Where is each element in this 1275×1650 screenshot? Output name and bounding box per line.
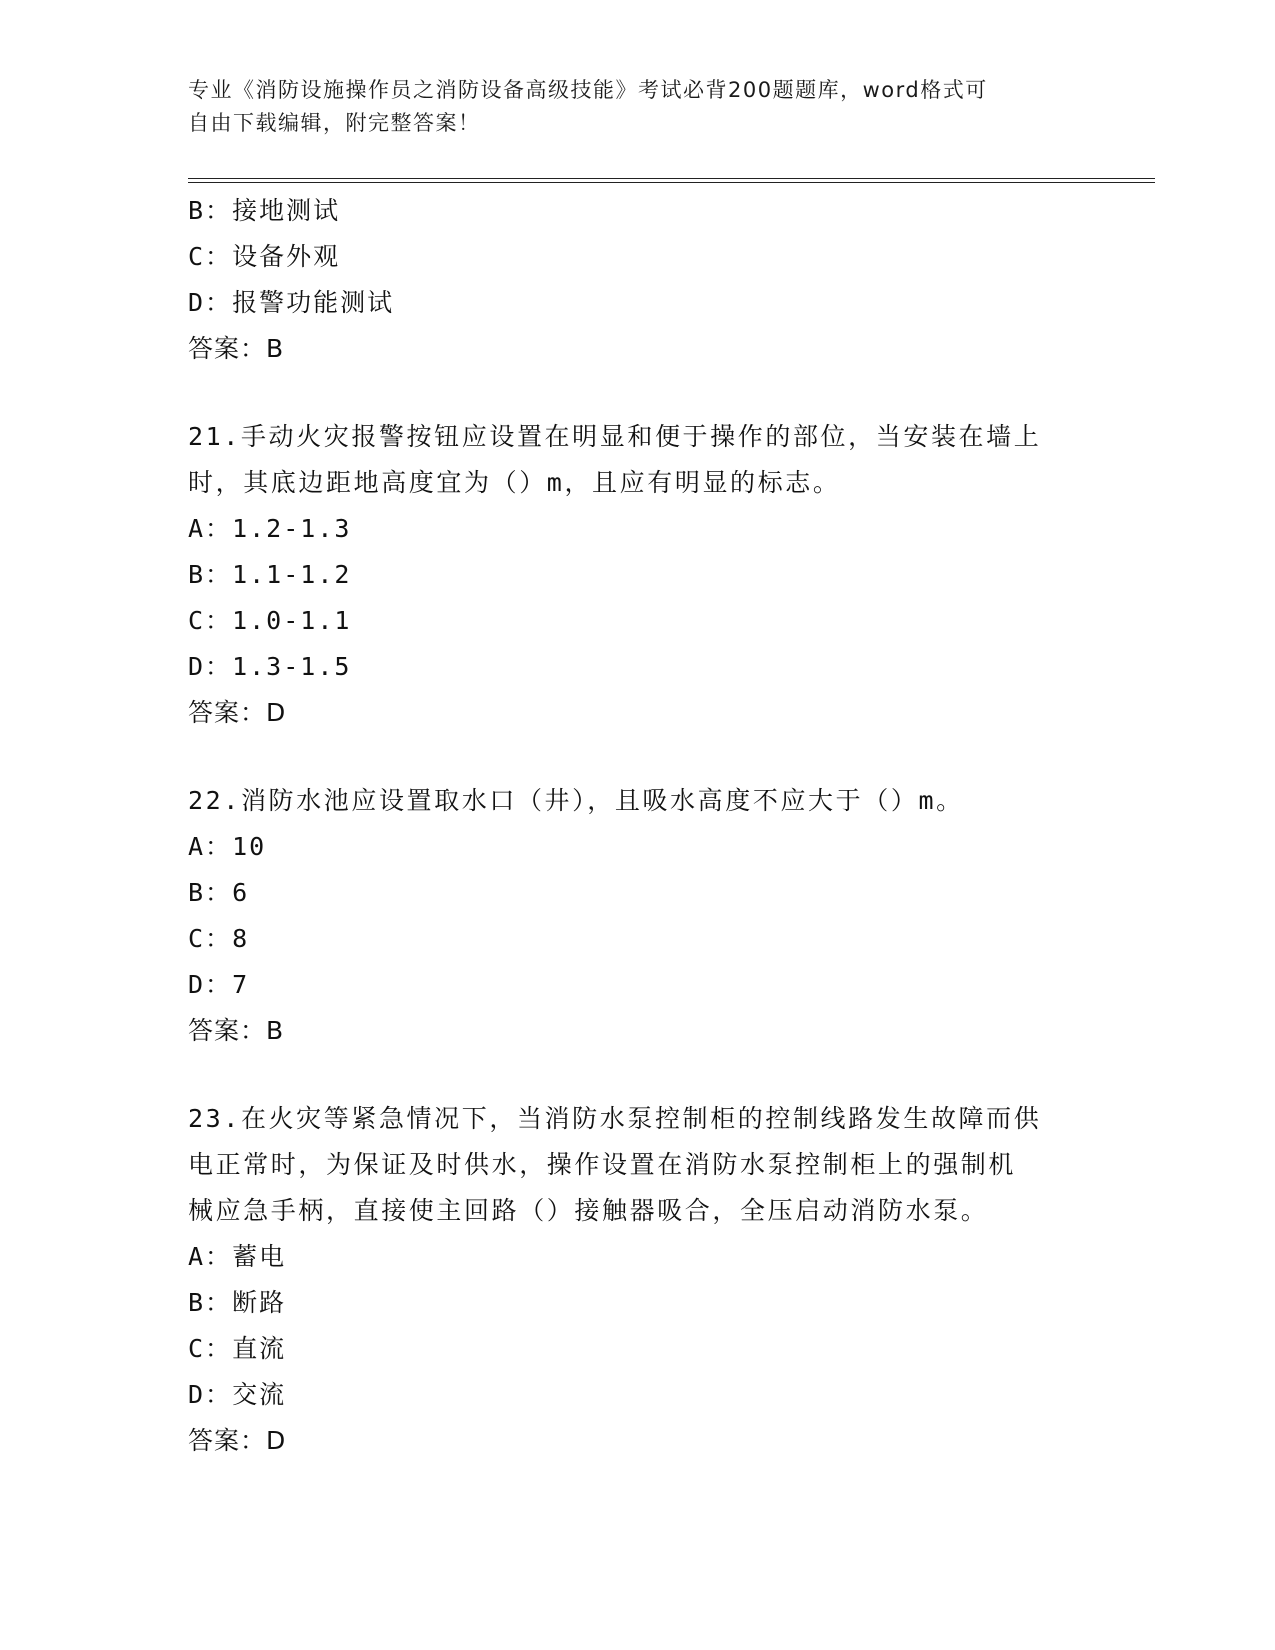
question-stem-line: 21.手动火灾报警按钮应设置在明显和便于操作的部位，当安装在墙上 — [188, 422, 1042, 451]
option-b: B：6 — [188, 878, 250, 907]
option-c: C：设备外观 — [188, 242, 341, 271]
option-a: A：10 — [188, 832, 267, 861]
question-stem-line: 23.在火灾等紧急情况下，当消防水泵控制柜的控制线路发生故障而供 — [188, 1104, 1042, 1133]
option-d: D：交流 — [188, 1380, 287, 1409]
answer-line: 答案：D — [188, 698, 287, 727]
question-stem — [188, 1096, 1088, 1234]
question-list — [188, 188, 1088, 1464]
previous-question-tail — [188, 188, 1088, 372]
option-b: B：断路 — [188, 1288, 287, 1317]
question-stem — [188, 778, 1088, 824]
option-d: D：报警功能测试 — [188, 288, 395, 317]
question-22 — [188, 778, 1088, 1054]
answer-line: 答案：B — [188, 334, 285, 363]
option-a: A：1.2-1.3 — [188, 514, 352, 543]
question-stem — [188, 414, 1088, 506]
document-header — [188, 74, 1088, 140]
question-stem-line: 时，其底边距地高度宜为（）m，且应有明显的标志。 — [188, 468, 841, 497]
option-b: B：接地测试 — [188, 196, 341, 225]
option-d: D：7 — [188, 970, 250, 999]
option-d: D：1.3-1.5 — [188, 652, 352, 681]
option-c: C：直流 — [188, 1334, 287, 1363]
question-21 — [188, 414, 1088, 736]
question-stem-line: 电正常时，为保证及时供水，操作设置在消防水泵控制柜上的强制机 — [188, 1150, 1017, 1179]
question-stem-line: 22.消防水池应设置取水口（井），且吸水高度不应大于（）m。 — [188, 786, 964, 815]
question-stem-line: 械应急手柄，直接使主回路（）接触器吸合，全压启动消防水泵。 — [188, 1196, 989, 1225]
option-a: A：蓄电 — [188, 1242, 287, 1271]
option-c: C：1.0-1.1 — [188, 606, 352, 635]
header-divider — [188, 178, 1155, 183]
question-23 — [188, 1096, 1088, 1464]
answer-line: 答案：B — [188, 1016, 285, 1045]
option-b: B：1.1-1.2 — [188, 560, 352, 589]
option-c: C：8 — [188, 924, 250, 953]
answer-line: 答案：D — [188, 1426, 287, 1455]
header-title-line-2: 自由下载编辑，附完整答案！ — [188, 111, 481, 135]
header-title-line-1: 专业《消防设施操作员之消防设备高级技能》考试必背200题题库，word格式可 — [188, 78, 988, 102]
